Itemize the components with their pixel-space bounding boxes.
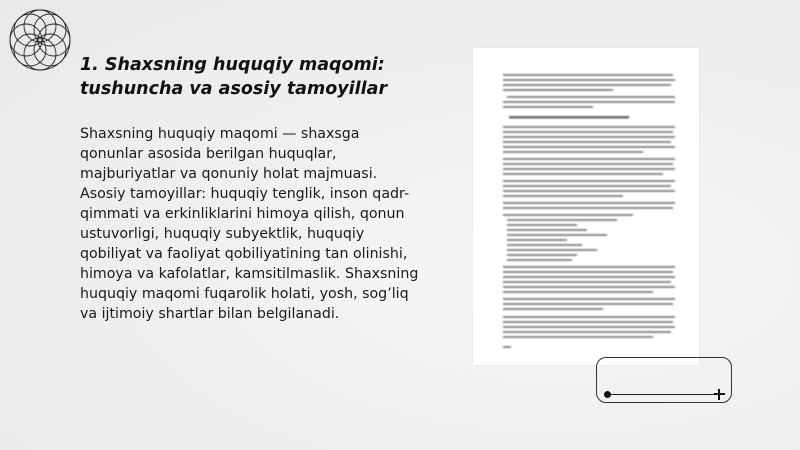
blurred-document-image (473, 48, 699, 365)
slide-title-line-2: tushuncha va asosiy tamoyillar (80, 79, 388, 99)
slide-title-line-1: 1. Shaxsning huquqiy maqomi: (80, 55, 385, 75)
slide-body-text: Shaxsning huquqiy maqomi — shaxsga qonunlar asosida berilgan huquqlar, majburiyatlar va qonuniy holat majmuasi. Asosiy tamoyillar: huquqiy tenglik, inson qadr-qimmati va erkinliklarini himoya qilish, qonun ustuvorligi, huquqiy subyektlik, huquqiy qobiliyat va faoliyat qobiliyatining tan olinishi, himoya va kafolatlar, kamsitilmaslik. Shaxsning huquqiy maqomi fuqarolik holati, yosh, sog’liq va ijtimoiy shartlar bilan belgilanadi. (80, 126, 419, 322)
decorative-line (607, 394, 723, 395)
decorative-frame (596, 357, 732, 403)
geometric-rings-logo-icon (2, 2, 78, 78)
document-text-lines (473, 48, 699, 365)
dot-icon (604, 391, 611, 398)
slide-title (80, 53, 400, 101)
plus-icon-vertical (718, 389, 720, 400)
